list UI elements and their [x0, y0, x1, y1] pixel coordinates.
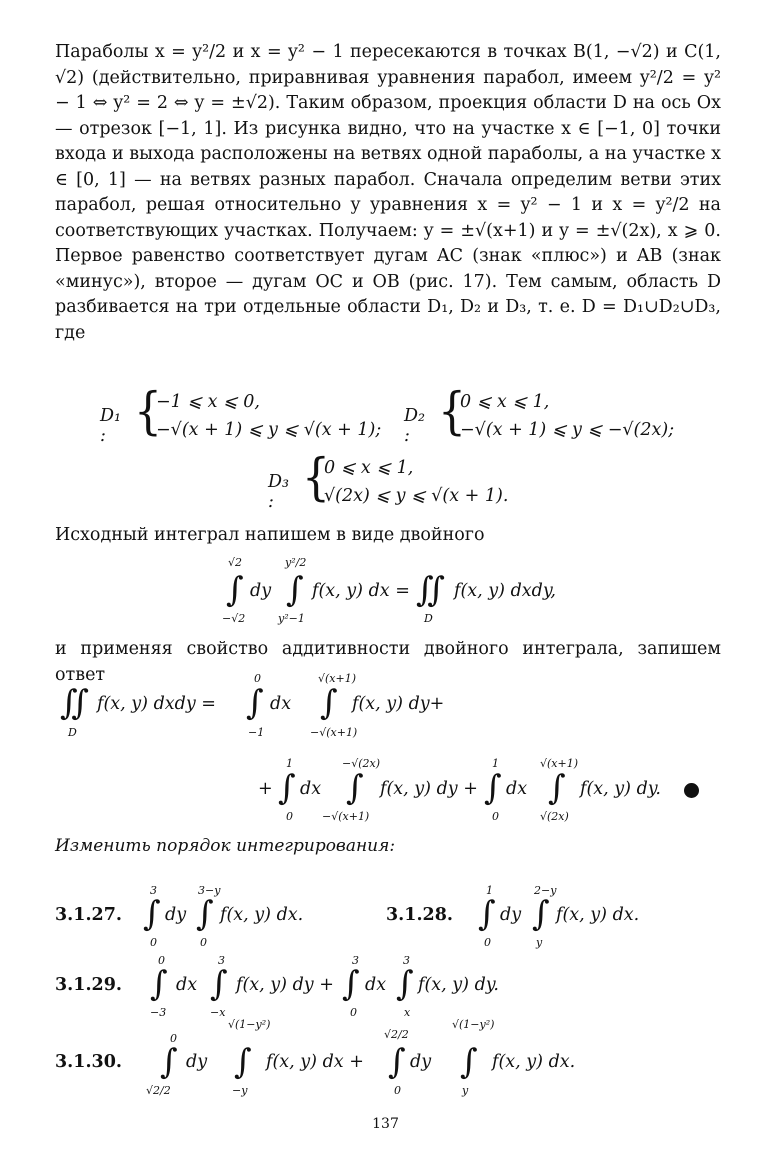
exercise-number: 3.1.27.: [55, 905, 122, 925]
inner-lower: y: [462, 1084, 469, 1097]
eq2-t3-body: f(x, y) dy.: [580, 779, 661, 799]
integrand: f(x, y) dx.: [492, 1052, 576, 1072]
system-d1-line2: −√(x + 1) ⩽ y ⩽ √(x + 1);: [156, 420, 382, 440]
eq1-double-sub: D: [424, 612, 433, 625]
outer-lower: 0: [350, 1006, 357, 1019]
system-d3-line1: 0 ⩽ x ⩽ 1,: [324, 458, 414, 478]
inner-upper: √(1−y²): [228, 1018, 271, 1031]
integral-sign: ∫: [532, 894, 550, 934]
eq2-t2-dx: dx: [300, 779, 322, 799]
integrand: f(x, y) dx.: [556, 905, 640, 925]
differential: dy: [500, 905, 522, 925]
outer-lower: 0: [394, 1084, 401, 1097]
exercise-number: 3.1.29.: [55, 975, 122, 995]
differential: dy: [186, 1052, 208, 1072]
exercise-number: 3.1.30.: [55, 1052, 122, 1072]
eq2-t1-outer-lo: −1: [248, 726, 265, 739]
integral-sign: ∫: [143, 894, 161, 934]
eq2-t3-inner-up: √(x+1): [540, 757, 579, 770]
inner-upper: 3: [218, 954, 225, 967]
inner-upper: √(1−y²): [452, 1018, 495, 1031]
text-double-integral: Исходный интеграл напишем в виде двойного: [55, 525, 485, 545]
outer-upper: 1: [486, 884, 493, 897]
inner-upper: 3−y: [198, 884, 221, 897]
system-d2-line2: −√(x + 1) ⩽ y ⩽ −√(2x);: [460, 420, 675, 440]
integral-sign: ∫: [478, 894, 496, 934]
eq2-lhs-sub: D: [68, 726, 77, 739]
inner-lower: x: [404, 1006, 411, 1019]
eq2-t2-body: f(x, y) dy +: [380, 779, 478, 799]
eq1-inner-lower: y²−1: [278, 612, 305, 625]
intro-paragraph: Параболы x = y²/2 и x = y² − 1 пересекаются в точках B(1, −√2) и C(1, √2) (действительно, приравнивая уравнения парабол, имеем y²/2 = y² − 1 ⇔ y² = 2 ⇔ y = ±√2). Таким образом, проекция области D на ось Ox — отрезок [−1, 1]. Из рисунка видно, что на участке x ∈ [−1, 0] точки входа и выхода расположены на ветвях одной параболы, а на участке x ∈ [0, 1] — на ветвях разных парабол. Сначала определим ветви этих парабол, решая относительно y уравнения x = y² − 1 и x = y²/2 на соответствующих участках. Получаем: y = ±√(x+1) и y = ±√(2x), x ⩾ 0. Первое равенство соответствует дугам AC (знак «плюс») и AB (знак «минус»), второе — дугам OC и OB (рис. 17). Тем самым, область D разбивается на три отдельные области D₁, D₂ и D₃, т. е. D = D₁∪D₂∪D₃, где: [55, 42, 721, 343]
eq2-t3-dx: dx: [506, 779, 528, 799]
eq1-d-outer: dy: [250, 581, 272, 601]
eq1-outer-lower: −√2: [222, 612, 246, 625]
outer-upper: 3: [352, 954, 359, 967]
inner-upper: 2−y: [534, 884, 557, 897]
outer-lower: 0: [484, 936, 491, 949]
end-of-solution-bullet-icon: [684, 783, 699, 798]
eq2-lhs: f(x, y) dxdy =: [97, 694, 216, 714]
integral-sign: ∫: [484, 768, 502, 808]
integral-sign: ∫: [320, 683, 338, 723]
eq2-t2-outer-up: 1: [286, 757, 293, 770]
outer-lower: 0: [150, 936, 157, 949]
eq2-t1-body: f(x, y) dy+: [352, 694, 445, 714]
eq2-t3-inner-lo: √(2x): [540, 810, 569, 823]
outer-upper: 0: [158, 954, 165, 967]
eq2-t3-outer-lo: 0: [492, 810, 499, 823]
eq2-t2-outer-lo: 0: [286, 810, 293, 823]
outer-lower: √2/2: [146, 1084, 171, 1097]
outer-lower: −3: [150, 1006, 167, 1019]
outer-upper: √2/2: [384, 1028, 409, 1041]
system-d1-label: D₁ :: [100, 406, 122, 446]
system-d2-line1: 0 ⩽ x ⩽ 1,: [460, 392, 550, 412]
eq1-double-body: f(x, y) dxdy,: [454, 581, 556, 601]
text-additivity: и применяя свойство аддитивности двойного интеграла, запишем ответ: [55, 639, 721, 685]
integral-sign: ∫: [286, 570, 304, 610]
eq1-body: f(x, y) dx =: [312, 581, 410, 601]
eq2-t1-dx: dx: [270, 694, 292, 714]
differential: dy: [165, 905, 187, 925]
inner-upper: 3: [403, 954, 410, 967]
eq2-t1-inner-up: √(x+1): [318, 672, 357, 685]
inner-lower: 0: [200, 936, 207, 949]
system-d2-label: D₂ :: [404, 406, 426, 446]
integral-sign: ∫: [346, 768, 364, 808]
eq2-t1-outer-up: 0: [254, 672, 261, 685]
integral-sign: ∫: [150, 964, 168, 1004]
system-d1-line1: −1 ⩽ x ⩽ 0,: [156, 392, 260, 412]
integral-sign: ∫: [278, 768, 296, 808]
brace-icon: {: [134, 382, 162, 441]
differential: dy: [410, 1052, 432, 1072]
integrand: f(x, y) dx.: [220, 905, 304, 925]
page-number: 137: [372, 1116, 399, 1132]
inner-lower: y: [536, 936, 543, 949]
integral-sign: ∫: [460, 1042, 478, 1082]
eq2-t2-inner-lo: −√(x+1): [322, 810, 370, 823]
eq2-t3-outer-up: 1: [492, 757, 499, 770]
integral-sign: ∫: [396, 964, 414, 1004]
eq2-t2-inner-up: −√(2x): [342, 757, 381, 770]
exercise-number: 3.1.28.: [386, 905, 453, 925]
eq1-inner-upper: y²/2: [285, 556, 307, 569]
eq1-outer-upper: √2: [228, 556, 243, 569]
brace-icon: {: [302, 448, 330, 507]
integral-sign: ∫: [246, 683, 264, 723]
double-integral-sign: ∬: [416, 570, 445, 610]
double-integral-sign: ∬: [60, 683, 89, 723]
eq2-plus: +: [258, 779, 273, 799]
integral-sign: ∫: [234, 1042, 252, 1082]
integral-sign: ∫: [160, 1042, 178, 1082]
integral-sign: ∫: [226, 570, 244, 610]
outer-upper: 0: [170, 1032, 177, 1045]
differential: dx: [365, 975, 387, 995]
exercises-heading: Изменить порядок интегрирования:: [55, 836, 396, 856]
integrand: f(x, y) dx +: [266, 1052, 364, 1072]
brace-icon: {: [438, 382, 466, 441]
differential: dx: [176, 975, 198, 995]
integral-sign: ∫: [548, 768, 566, 808]
eq2-t1-inner-lo: −√(x+1): [310, 726, 358, 739]
system-d3-label: D₃ :: [268, 472, 290, 512]
integral-sign: ∫: [196, 894, 214, 934]
integral-sign: ∫: [388, 1042, 406, 1082]
integrand: f(x, y) dy.: [418, 975, 499, 995]
integrand: f(x, y) dy +: [236, 975, 334, 995]
integral-sign: ∫: [342, 964, 360, 1004]
inner-lower: −x: [210, 1006, 226, 1019]
inner-lower: −y: [232, 1084, 248, 1097]
outer-upper: 3: [150, 884, 157, 897]
system-d3-line2: √(2x) ⩽ y ⩽ √(x + 1).: [324, 486, 509, 506]
integral-sign: ∫: [210, 964, 228, 1004]
